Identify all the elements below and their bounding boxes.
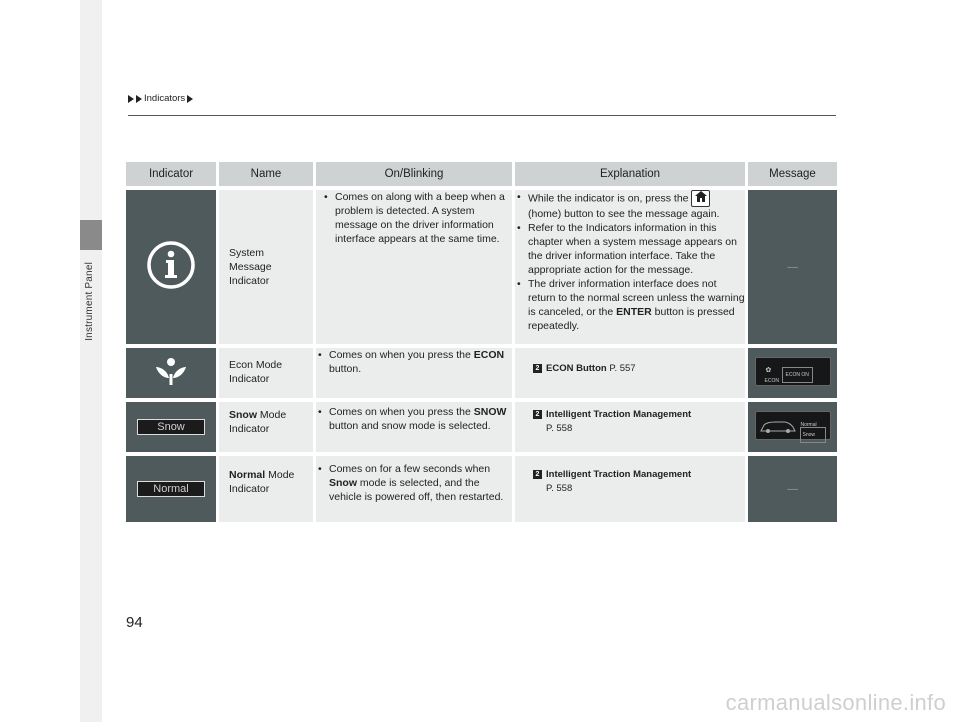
home-icon [691,190,710,207]
indicator-name: Econ Mode Indicator [229,359,283,385]
table-row [126,190,837,344]
on-blinking-text: • Comes on for a few seconds when Snow mode is selected, and the vehicle is powered off, then restarted. [316,462,512,504]
breadcrumb [128,93,193,104]
explanation-bullet: • Refer to the Indicators information in this chapter when a system message appears on the driver information interface. Take the appropriate action for the message. [515,221,745,277]
breadcrumb-arrow-icon [136,95,142,103]
on-blinking-cell [316,456,515,522]
indicator-name: Snow Mode Indicator [229,409,287,435]
message-cell [748,402,837,452]
sidebar-label: Instrument Panel [84,262,95,341]
explanation-bullet: • While the indicator is on, press the (home) button to see the message again. [515,190,745,221]
sidebar-tab [80,0,102,722]
on-blinking-text: • Comes on when you press the ECON button. [316,348,512,376]
header-indicator: Indicator [126,162,219,186]
indicator-table [126,158,837,526]
page-number: 94 [126,614,143,631]
breadcrumb-arrow-icon [128,95,134,103]
name-cell [219,456,316,522]
reference-arrow-icon: 2 [533,470,542,479]
on-blinking-text: • Comes on when you press the SNOW button and snow mode is selected. [316,405,512,433]
message-cell: — [748,190,837,344]
vehicle-icon [759,420,797,434]
indicator-name: System Message Indicator [229,247,272,287]
econ-symbol-icon: ✿ [765,366,772,374]
econ-leaf-icon [154,356,188,386]
header-explanation: Explanation [515,162,748,186]
name-cell [219,190,316,344]
indicator-name: Normal Mode Indicator [229,469,295,495]
name-cell [219,348,316,398]
watermark: carmanualsonline.info [725,690,946,715]
indicator-cell [126,402,219,452]
header-message: Message [748,162,837,186]
message-cell [748,348,837,398]
explanation-cell [515,190,748,344]
message-cell: — [748,456,837,522]
reference-arrow-icon: 2 [533,410,542,419]
cross-reference[interactable]: 2 Intelligent Traction Management P. 558 [515,456,745,496]
reference-arrow-icon: 2 [533,364,542,373]
breadcrumb-arrow-icon [187,95,193,103]
header-on-blinking: On/Blinking [316,162,515,186]
sidebar-tab-marker [80,220,102,250]
econ-message-screen: ✿ ECON ECON ON [755,357,831,386]
explanation-bullet: • The driver information interface does not return to the normal screen unless the warning is canceled, or the ENTER button is pressed repeatedly. [515,277,745,333]
info-circle-icon [146,240,196,290]
table-row [126,456,837,522]
indicator-cell [126,348,219,398]
name-cell [219,402,316,452]
on-blinking-cell [316,402,515,452]
cross-reference[interactable]: 2 Intelligent Traction Management P. 558 [515,402,745,436]
breadcrumb-section[interactable]: Indicators [144,93,186,104]
table-header-row [126,162,837,186]
table-row [126,348,837,398]
snow-message-screen: Normal Snow [755,411,831,440]
explanation-cell [515,456,748,522]
normal-mode-icon: Normal [137,481,205,497]
snow-mode-icon: Snow [137,419,205,435]
indicator-cell [126,190,219,344]
on-blinking-cell [316,190,515,344]
cross-reference[interactable]: 2 ECON Button P. 557 [515,348,745,376]
header-rule [128,115,836,116]
on-blinking-cell [316,348,515,398]
explanation-cell [515,402,748,452]
table-row [126,402,837,452]
indicator-cell [126,456,219,522]
explanation-cell [515,348,748,398]
on-blinking-text: • Comes on along with a beep when a problem is detected. A system message on the driver information interface appears at the same time. [322,190,512,246]
header-name: Name [219,162,316,186]
